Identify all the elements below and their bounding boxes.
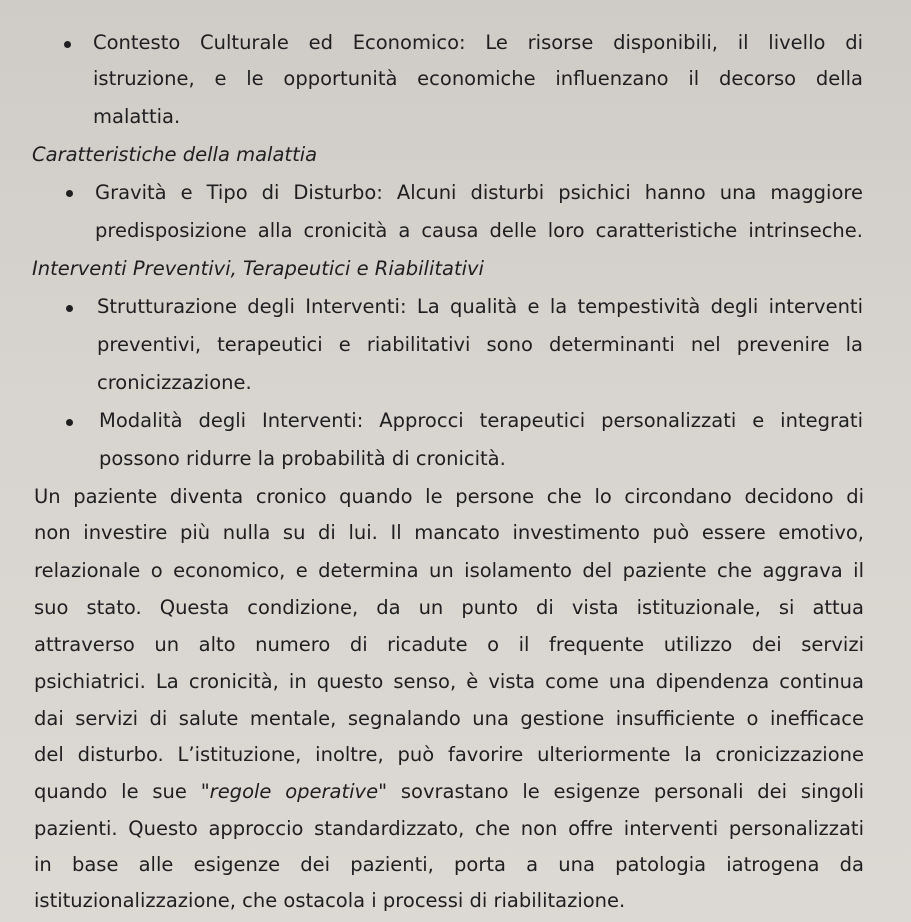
paragraph-text-segment: quando le sue " (34, 780, 210, 803)
bullet-text-line: predisposizione alla cronicità a causa delle loro caratteristiche intrinseche. (95, 219, 863, 242)
paragraph-line: suo stato. Questa condizione, da un punto di vista istituzionale, si attua (34, 596, 864, 619)
bullet-text-line: preventivi, terapeutici e riabilitativi sono determinanti nel prevenire la (97, 333, 863, 356)
paragraph-line: in base alle esigenze dei pazienti, porta a una patologia iatrogena da (34, 853, 864, 876)
bullet-text-line: Gravità e Tipo di Disturbo: Alcuni disturbi psichici hanno una maggiore (95, 181, 863, 204)
paragraph-line: pazienti. Questo approccio standardizzato, che non offre interventi personalizzati (34, 817, 864, 840)
bullet-text-line: Contesto Culturale ed Economico: Le risorse disponibili, il livello di (93, 31, 863, 54)
section-heading: Interventi Preventivi, Terapeutici e Riabilitativi (32, 257, 484, 280)
bullet-text-line: possono ridurre la probabilità di cronicità. (99, 447, 506, 470)
paragraph-line: istituzionalizzazione, che ostacola i processi di riabilitazione. (34, 889, 626, 912)
paragraph-line: del disturbo. L’istituzione, inoltre, può favorire ulteriormente la cronicizzazione (34, 743, 864, 766)
bullet-dot (66, 419, 73, 426)
paragraph-line: relazionale o economico, e determina un isolamento del paziente che aggrava il (34, 559, 864, 582)
bullet-text-line: malattia. (93, 105, 181, 128)
paragraph-line: attraverso un alto numero di ricadute o il frequente utilizzo dei servizi (34, 633, 864, 656)
paragraph-line: Un paziente diventa cronico quando le persone che lo circondano decidono di (34, 485, 864, 508)
bullet-text-line: istruzione, e le opportunità economiche influenzano il decorso della (93, 67, 863, 90)
paragraph-line: non investire più nulla su di lui. Il mancato investimento può essere emotivo, (34, 521, 864, 544)
paragraph-line: dai servizi di salute mentale, segnalando una gestione insufficiente o inefficace (34, 707, 864, 730)
paragraph-line (34, 780, 864, 804)
bullet-dot (64, 41, 71, 48)
bullet-text-line: cronicizzazione. (97, 371, 252, 394)
bullet-dot (66, 305, 73, 312)
bullet-text-line: Strutturazione degli Interventi: La qualità e la tempestività degli interventi (97, 295, 863, 318)
paragraph-line: psichiatrici. La cronicità, in questo senso, è vista come una dipendenza continua (34, 670, 864, 693)
bullet-text-line: Modalità degli Interventi: Approcci terapeutici personalizzati e integrati (99, 409, 863, 432)
section-heading: Caratteristiche della malattia (32, 143, 318, 166)
italic-phrase: regole operative (209, 780, 379, 803)
paragraph-text-segment: " sovrastano le esigenze personali dei singoli (378, 780, 864, 803)
bullet-dot (66, 190, 73, 197)
